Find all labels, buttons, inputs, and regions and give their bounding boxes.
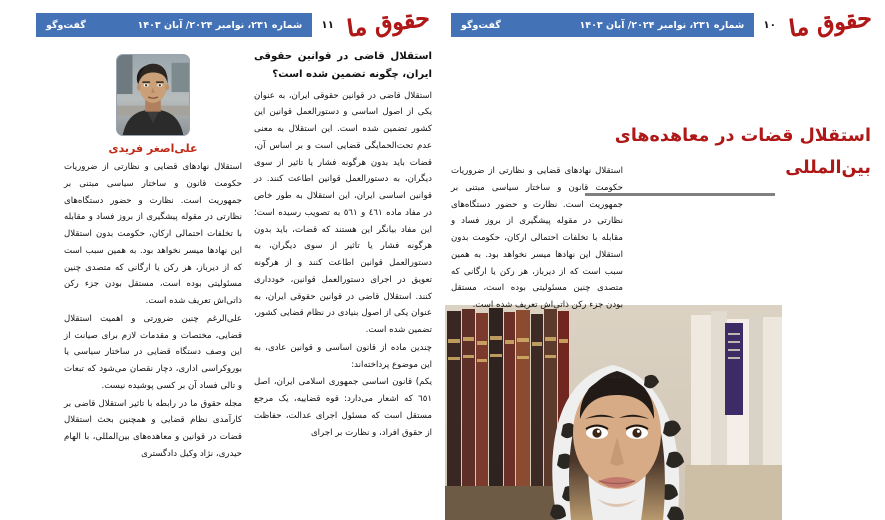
issue-line-left: شماره ۲۳۱، نوامبر ۲۰۲۴/ آبان ۱۴۰۳ — [137, 19, 303, 31]
article-body-right-column — [254, 88, 432, 442]
page-number-left: ۱۱ — [321, 19, 335, 31]
article-body-left-column — [64, 159, 242, 463]
portrait-caption: علی‌اصغر فریدی — [108, 142, 198, 155]
portrait-photo — [116, 54, 190, 136]
paragraph: علی‌الرغم چنین ضرورتی و اهمیت استقلال قضایی، مختصات و مقدمات لازم برای صیانت از این وصف دستگاه قضایی در ساختار سیاسی یا بوروکراسی اداری، دچار نقصان می‌شود که تبعات و تالی فساد آن بر کسی پوشیده نیست. — [64, 313, 242, 391]
paragraph: مجله حقوق ما در رابطه با تاثیر استقلال قاضی بر کارآمدی نظام قضایی و همچنین بحث استقلال قضات در قوانین و معاهده‌های بین‌المللی، با الهام حیدری، نژاد وکیل دادگستری — [64, 398, 242, 459]
header-bar-left — [36, 13, 312, 37]
right-page-columns — [451, 163, 623, 315]
masthead-right — [451, 3, 876, 43]
headline-line-2: بین‌المللی — [785, 158, 871, 179]
section-label-left: گفت‌وگو — [46, 19, 86, 31]
header-bar-right — [451, 13, 754, 37]
column-right-left-page — [254, 48, 432, 518]
column-right-page — [451, 163, 623, 315]
paragraph: استقلال نهادهای قضایی و نظارتی از ضروریات حکومت قانون و ساختار سیاسی مبتنی بر جمهوریت است. نظارت و حضور دستگاه‌های نظارتی در مقوله پیشگیری از بروز فساد و مقابله با تخلفات احتمالی ارکان، حکومت بدون استقلال این نهادها میسر نخواهد بود. به همین سبب است که از دیرباز، هر رکن یا ارگانی که متصدی چنین مسئولیتی بوده است، مستقل بودن جزء رکن ذاتی‌اش تعریف شده است. — [64, 162, 242, 306]
left-page-columns — [32, 48, 432, 518]
column-left-left-page — [64, 48, 242, 518]
paragraph: یکم) قانون اساسی جمهوری اسلامی ایران، اصل ٦٥١ که اشعار می‌دارد: قوه قضاییه، یک مرجع مستقل است که مسئول اجرای عدالت، حفاظت از حقوق افراد، و نظارت بر اجرای — [254, 377, 432, 438]
page-right — [443, 0, 885, 520]
publication-logo: حقوق ما — [787, 3, 874, 43]
publication-logo: حقوق ما — [345, 3, 432, 43]
headline-line-1: استقلال قضات در معاهده‌های — [614, 126, 871, 146]
portrait-block — [64, 54, 242, 155]
page-number-right: ۱۰ — [763, 19, 777, 31]
paragraph: استقلال نهادهای قضایی و نظارتی از ضروریات حکومت قانون و ساختار سیاسی مبتنی بر جمهوریت است. نظارت و حضور دستگاه‌های نظارتی در مقوله پیشگیری از بروز فساد و مقابله با تخلفات احتمالی ارکان، حکومت بدون استقلال این نهادها میسر نخواهد بود. به همین سبب است که از دیرباز، هر رکن یا ارگانی که متصدی چنین مسئولیتی بوده است، مستقل بودن جزء رکن ذاتی‌اش تعریف شده است. — [451, 166, 623, 310]
section-label-right: گفت‌وگو — [461, 19, 501, 31]
paragraph: استقلال قاضی در قوانین حقوقی ایران، به عنوان یکی از اصول اساسی و دستورالعمل قوانین این کشور تضمین شده است. این استقلال به معنی عدم تحت‌الحمایگی قضایی است و بر اساس آن، قضات باید بدون هرگونه فشار یا تاثیر از سوی دیگران، به دستورالعمل قوانین اطاعت کنند. در قوانین اساسی ایران، این استقلال به طور خاص در مفاد ماده ٤٦١ و ٥٦١ به تصویب رسیده است؛ این مفاد بیانگر این هستند که قضات، باید بدون هرگونه فشار یا تاثیر از سوی دیگران، به دستورالعمل قوانین اطاعت کنند و از هرگونه تعویق در اجرای دستورالعمل قوانین، خودداری کنند. استقلال قاضی در قوانین حقوقی ایران، به عنوان یکی از اصول بنیادی در نظام قضایی کشور، تضمین شده است. — [254, 90, 432, 336]
issue-line-right: شماره ۲۳۱، نوامبر ۲۰۲۴/ آبان ۱۴۰۳ — [579, 19, 745, 31]
masthead-left — [36, 3, 434, 43]
article-body-right-page — [451, 163, 623, 314]
article-title: استقلال قاضی در قوانین حقوقی ایران، چگونه تضمین شده است؟ — [254, 51, 432, 80]
paragraph: چندین ماده از قانون اساسی و قوانین عادی، به این موضوع پرداخته‌اند: — [254, 342, 432, 370]
feature-photo — [445, 305, 782, 520]
